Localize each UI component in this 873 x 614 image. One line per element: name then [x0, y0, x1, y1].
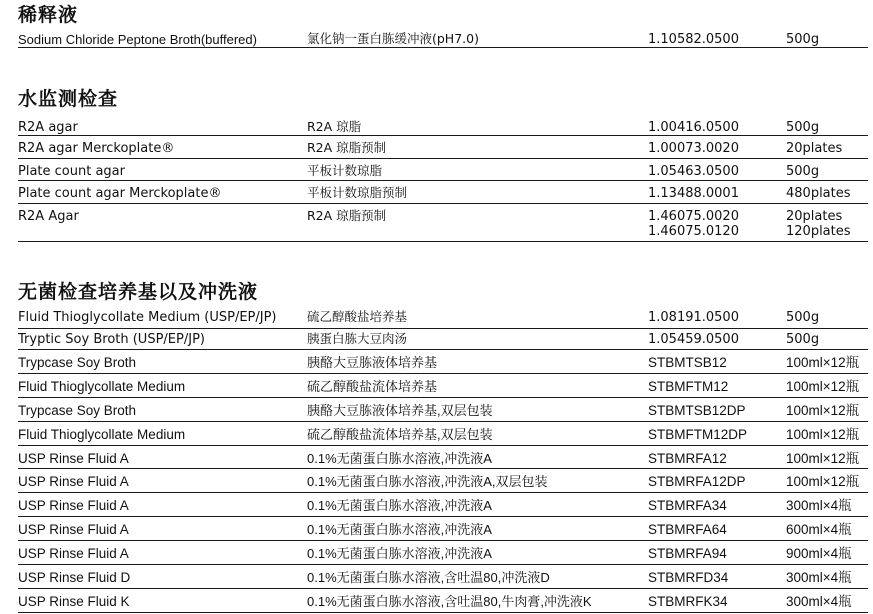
pack-size: 300ml×4瓶	[786, 570, 852, 585]
table-row	[18, 329, 868, 350]
catalog-number: STBMFTM12	[648, 379, 729, 394]
table-row	[18, 117, 868, 136]
product-name-cn: 硫乙醇酸盐培养基	[307, 309, 408, 324]
catalog-number: 1.05459.0500	[648, 332, 739, 347]
product-name-cn: 氯化钠一蛋白胨缓冲液(pH7.0)	[307, 31, 479, 46]
product-name: Trypcase Soy Broth	[18, 403, 137, 418]
pack-size-line: 20plates	[786, 209, 843, 224]
pack-size-line: 120plates	[786, 224, 851, 239]
catalog-number: STBMRFK34	[648, 594, 728, 609]
catalog-number: STBMRFA34	[648, 498, 727, 513]
pack-size: 20plates	[786, 141, 843, 156]
catalog-number: 1.00416.0500	[648, 120, 739, 135]
product-name: Trypcase Soy Broth	[18, 355, 137, 370]
product-name: USP Rinse Fluid A	[18, 474, 129, 489]
catalog-number-line: 1.46075.0120	[648, 224, 739, 239]
catalog-number: 1.05463.0500	[648, 164, 739, 179]
catalog-number: STBMRFA64	[648, 522, 727, 537]
product-name-cn: 0.1%无菌蛋白胨水溶液,冲洗液A	[307, 498, 492, 513]
product-name: Fluid Thioglycollate Medium	[18, 379, 186, 394]
table-row	[18, 159, 868, 181]
catalog-number: STBMRFD34	[648, 570, 729, 585]
section-title-sterility-media: 无菌检查培养基以及冲洗液	[18, 281, 259, 303]
product-name-cn: 硫乙醇酸盐流体培养基	[307, 379, 438, 394]
product-name-cn: 胰酪大豆胨液体培养基,双层包装	[307, 403, 493, 418]
catalog-number	[648, 210, 739, 238]
product-name: USP Rinse Fluid D	[18, 570, 131, 585]
product-name-cn: R2A 琼脂	[307, 119, 362, 134]
table-row	[18, 350, 868, 374]
table-row	[18, 181, 868, 204]
product-name: Fluid Thioglycollate Medium	[18, 427, 186, 442]
pack-size: 600ml×4瓶	[786, 522, 852, 537]
product-name: Sodium Chloride Peptone Broth(buffered)	[18, 32, 257, 47]
product-name-cn: 平板计数琼脂	[307, 163, 383, 178]
product-name-cn: 0.1%无菌蛋白胨水溶液,冲洗液A,双层包装	[307, 474, 548, 489]
product-name: Plate count agar	[18, 164, 125, 179]
table-row	[18, 306, 868, 329]
table-row	[18, 398, 868, 422]
pack-size: 500g	[786, 332, 820, 347]
section-title-diluent: 稀释液	[18, 4, 79, 26]
table-row	[18, 422, 868, 446]
product-name-cn: 0.1%无菌蛋白胨水溶液,冲洗液A	[307, 546, 492, 561]
product-name-cn: 0.1%无菌蛋白胨水溶液,含吐温80,冲洗液D	[307, 570, 550, 585]
product-name: USP Rinse Fluid K	[18, 594, 130, 609]
product-name-cn: R2A 琼脂预制	[307, 140, 387, 155]
pack-size: 100ml×12瓶	[786, 474, 860, 489]
pack-size: 100ml×12瓶	[786, 355, 860, 370]
pack-size: 100ml×12瓶	[786, 379, 860, 394]
product-name: USP Rinse Fluid A	[18, 451, 129, 466]
pack-size: 300ml×4瓶	[786, 498, 852, 513]
catalog-number-line: 1.46075.0020	[648, 209, 739, 224]
catalog-number: 1.13488.0001	[648, 186, 739, 201]
product-name-cn: 胰酪大豆胨液体培养基	[307, 355, 438, 370]
table-row	[18, 565, 868, 589]
product-name: Fluid Thioglycollate Medium (USP/EP/JP)	[18, 310, 277, 325]
product-name-cn: 0.1%无菌蛋白胨水溶液,含吐温80,牛肉膏,冲洗液K	[307, 594, 592, 609]
pack-size	[786, 210, 851, 238]
product-name: USP Rinse Fluid A	[18, 498, 129, 513]
pack-size: 900ml×4瓶	[786, 546, 852, 561]
catalog-number: STBMTSB12DP	[648, 403, 746, 418]
product-name: USP Rinse Fluid A	[18, 522, 129, 537]
product-name-cn: 硫乙醇酸盐流体培养基,双层包装	[307, 427, 493, 442]
product-name: Plate count agar Merckoplate®	[18, 186, 222, 201]
table-row	[18, 541, 868, 565]
product-name: R2A Agar	[18, 209, 79, 224]
table-row	[18, 493, 868, 517]
table-row	[18, 136, 868, 159]
product-name: Tryptic Soy Broth (USP/EP/JP)	[18, 332, 205, 347]
table-row	[18, 374, 868, 398]
product-name-cn: 0.1%无菌蛋白胨水溶液,冲洗液A	[307, 451, 492, 466]
product-name: R2A agar Merckoplate®	[18, 141, 175, 156]
product-name-cn: 0.1%无菌蛋白胨水溶液,冲洗液A	[307, 522, 492, 537]
pack-size: 100ml×12瓶	[786, 451, 860, 466]
catalog-number: 1.10582.0500	[648, 32, 739, 47]
catalog-number: STBMRFA12DP	[648, 474, 746, 489]
pack-size: 500g	[786, 164, 820, 179]
product-name-cn: 平板计数琼脂预制	[307, 185, 408, 200]
table-row	[18, 469, 868, 493]
pack-size: 100ml×12瓶	[786, 403, 860, 418]
catalog-number: 1.00073.0020	[648, 141, 739, 156]
pack-size: 480plates	[786, 186, 851, 201]
catalog-number: STBMRFA12	[648, 451, 727, 466]
catalog-number: STBMRFA94	[648, 546, 727, 561]
catalog-number: STBMFTM12DP	[648, 427, 748, 442]
table-row	[18, 31, 868, 48]
catalog-number: 1.08191.0500	[648, 310, 739, 325]
table-row	[18, 204, 868, 242]
pack-size: 500g	[786, 310, 820, 325]
table-row	[18, 589, 868, 613]
pack-size: 100ml×12瓶	[786, 427, 860, 442]
product-name-cn: R2A 琼脂预制	[307, 208, 387, 223]
product-name: R2A agar	[18, 120, 78, 135]
table-row	[18, 517, 868, 541]
pack-size: 500g	[786, 120, 820, 135]
pack-size: 300ml×4瓶	[786, 594, 852, 609]
catalog-number: STBMTSB12	[648, 355, 727, 370]
section-title-water-monitoring: 水监测检查	[18, 88, 119, 110]
table-row	[18, 446, 868, 469]
pack-size: 500g	[786, 32, 820, 47]
product-name-cn: 胰蛋白胨大豆肉汤	[307, 331, 408, 346]
product-name: USP Rinse Fluid A	[18, 546, 129, 561]
